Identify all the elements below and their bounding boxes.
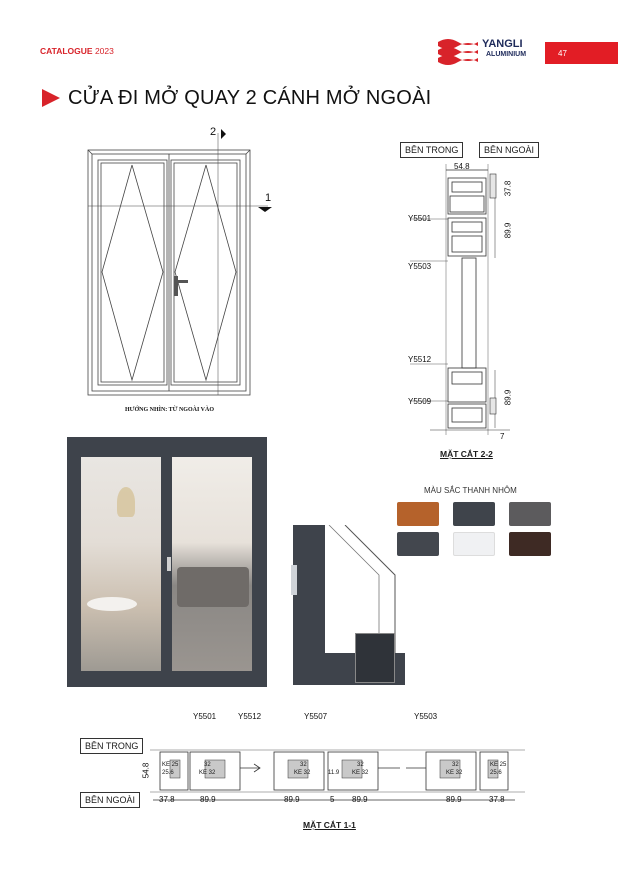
section-22-caption: MẶT CẮT 2-2 xyxy=(440,449,493,459)
profile-corner-render xyxy=(293,525,405,685)
dim-bottom-0: 37.8 xyxy=(159,795,175,804)
ke-label-6: 11.9 xyxy=(328,770,340,776)
dim-top-22: 37.8 xyxy=(503,180,513,197)
catalogue-year: 2023 xyxy=(94,46,114,56)
profile-label-y5501: Y5501 xyxy=(408,214,432,223)
profile-label-y5503: Y5503 xyxy=(408,262,432,271)
ke-label-8: 32 xyxy=(357,762,364,768)
color-swatch-dark-grey xyxy=(453,502,495,526)
brand-sub: ALUMINIUM xyxy=(486,51,527,58)
title-arrow-icon xyxy=(42,89,60,107)
dim-upper-22: 89.9 xyxy=(503,222,513,239)
elevation-caption: HƯỚNG NHÌN: TỪ NGOÀI VÀO xyxy=(125,407,215,413)
page-title: CỬA ĐI MỞ QUAY 2 CÁNH MỞ NGOÀI xyxy=(68,87,432,109)
profile-label-11-y5507: Y5507 xyxy=(304,712,328,721)
profile-label-11-y5503: Y5503 xyxy=(414,712,438,721)
dim-bottom-3: 5 xyxy=(330,795,335,804)
brand-name: YANGLI xyxy=(482,38,523,50)
ke-label-1: 25.6 xyxy=(162,770,174,776)
ke-label-4: KE 32 xyxy=(294,770,311,776)
dim-bottom-22: 7 xyxy=(500,432,505,441)
profile-label-11-y5512: Y5512 xyxy=(238,712,262,721)
section-marker-2: 2 xyxy=(210,126,217,138)
ke-label-9: KE 32 xyxy=(446,770,463,776)
dim-bottom-6: 37.8 xyxy=(489,795,505,804)
dim-height-11: 54.8 xyxy=(141,762,151,779)
door-photo xyxy=(67,437,267,687)
color-swatch-charcoal xyxy=(397,532,439,556)
dim-lower-22: 89.9 xyxy=(503,389,513,406)
outside-label-22: BÊN NGOÀI xyxy=(479,142,539,158)
dim-width-22: 54.8 xyxy=(454,162,470,171)
catalogue-word: CATALOGUE xyxy=(40,46,93,56)
dim-bottom-1: 89.9 xyxy=(200,795,216,804)
profile-label-11-y5501: Y5501 xyxy=(193,712,217,721)
ke-label-5: 32 xyxy=(300,762,307,768)
profile-label-y5509: Y5509 xyxy=(408,397,432,406)
ke-label-7: KE 32 xyxy=(352,770,369,776)
dim-bottom-5: 89.9 xyxy=(446,795,462,804)
sofa xyxy=(177,567,249,607)
page-number: 47 xyxy=(545,42,618,64)
ke-label-11: KE 25 xyxy=(490,762,507,768)
color-swatch-wood xyxy=(397,502,439,526)
ke-label-12: 25.6 xyxy=(490,770,502,776)
section-11-caption: MẶT CẮT 1-1 xyxy=(303,820,356,830)
handle-icon xyxy=(167,557,171,571)
color-swatch-white xyxy=(453,532,495,556)
inside-label-11: BÊN TRONG xyxy=(80,738,143,754)
table xyxy=(87,597,137,611)
chandelier xyxy=(117,487,135,517)
ke-label-0: KE 25 xyxy=(162,762,179,768)
yangli-logo-icon xyxy=(436,36,480,68)
catalogue-label xyxy=(40,46,114,56)
dim-bottom-2: 89.9 xyxy=(284,795,300,804)
ke-label-2: KE 32 xyxy=(199,770,216,776)
door-elevation-drawing xyxy=(80,125,280,400)
colors-title: MÀU SẮC THANH NHÔM xyxy=(424,486,517,495)
color-swatch-brown xyxy=(509,532,551,556)
ke-label-3: 32 xyxy=(204,762,211,768)
outside-label-11: BÊN NGOÀI xyxy=(80,792,140,808)
ke-label-10: 32 xyxy=(452,762,459,768)
section-marker-1: 1 xyxy=(265,192,272,204)
door-glass-right xyxy=(172,457,252,671)
inside-label-22: BÊN TRONG xyxy=(400,142,463,158)
profile-label-y5512: Y5512 xyxy=(408,355,432,364)
color-swatch-mid-grey xyxy=(509,502,551,526)
dim-bottom-4: 89.9 xyxy=(352,795,368,804)
